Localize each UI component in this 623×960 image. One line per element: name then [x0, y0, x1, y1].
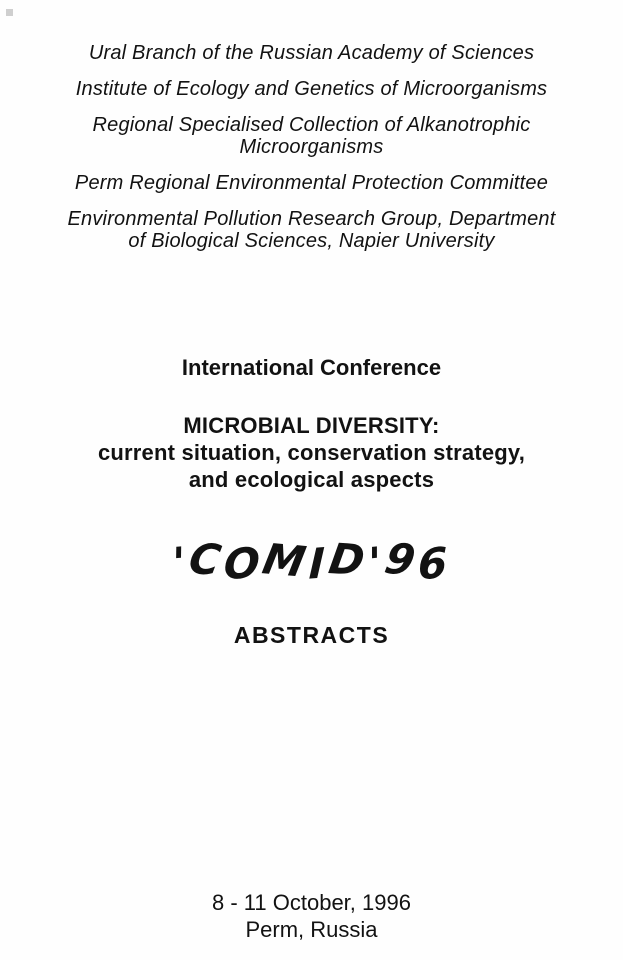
conference-date: 8 - 11 October, 1996	[212, 890, 411, 915]
conference-title-line3: and ecological aspects	[188, 467, 435, 492]
affiliation-line: Environmental Pollution Research Group, Department of Biological Sciences, Napier University	[67, 208, 556, 252]
conference-title-line1: MICROBIAL DIVERSITY:	[183, 413, 440, 438]
affiliation-line: Institute of Ecology and Genetics of Microorganisms	[75, 78, 548, 100]
conference-title	[0, 412, 623, 493]
affiliation-line: Ural Branch of the Russian Academy of Sciences	[88, 42, 535, 64]
affiliation-line: Regional Specialised Collection of Alkanotrophic Microorganisms	[92, 114, 531, 158]
scan-artifact	[6, 9, 13, 16]
abstracts-label: ABSTRACTS	[233, 622, 390, 648]
conference-type-label: International Conference	[181, 355, 442, 380]
footer-block	[0, 889, 623, 943]
comid-96-logo: 'COMID'96	[171, 533, 452, 590]
conference-location: Perm, Russia	[245, 917, 378, 942]
conference-title-line2: current situation, conservation strategy,	[97, 440, 526, 465]
affiliation-line: Perm Regional Environmental Protection Committee	[74, 172, 549, 194]
affiliations-block	[0, 42, 623, 252]
